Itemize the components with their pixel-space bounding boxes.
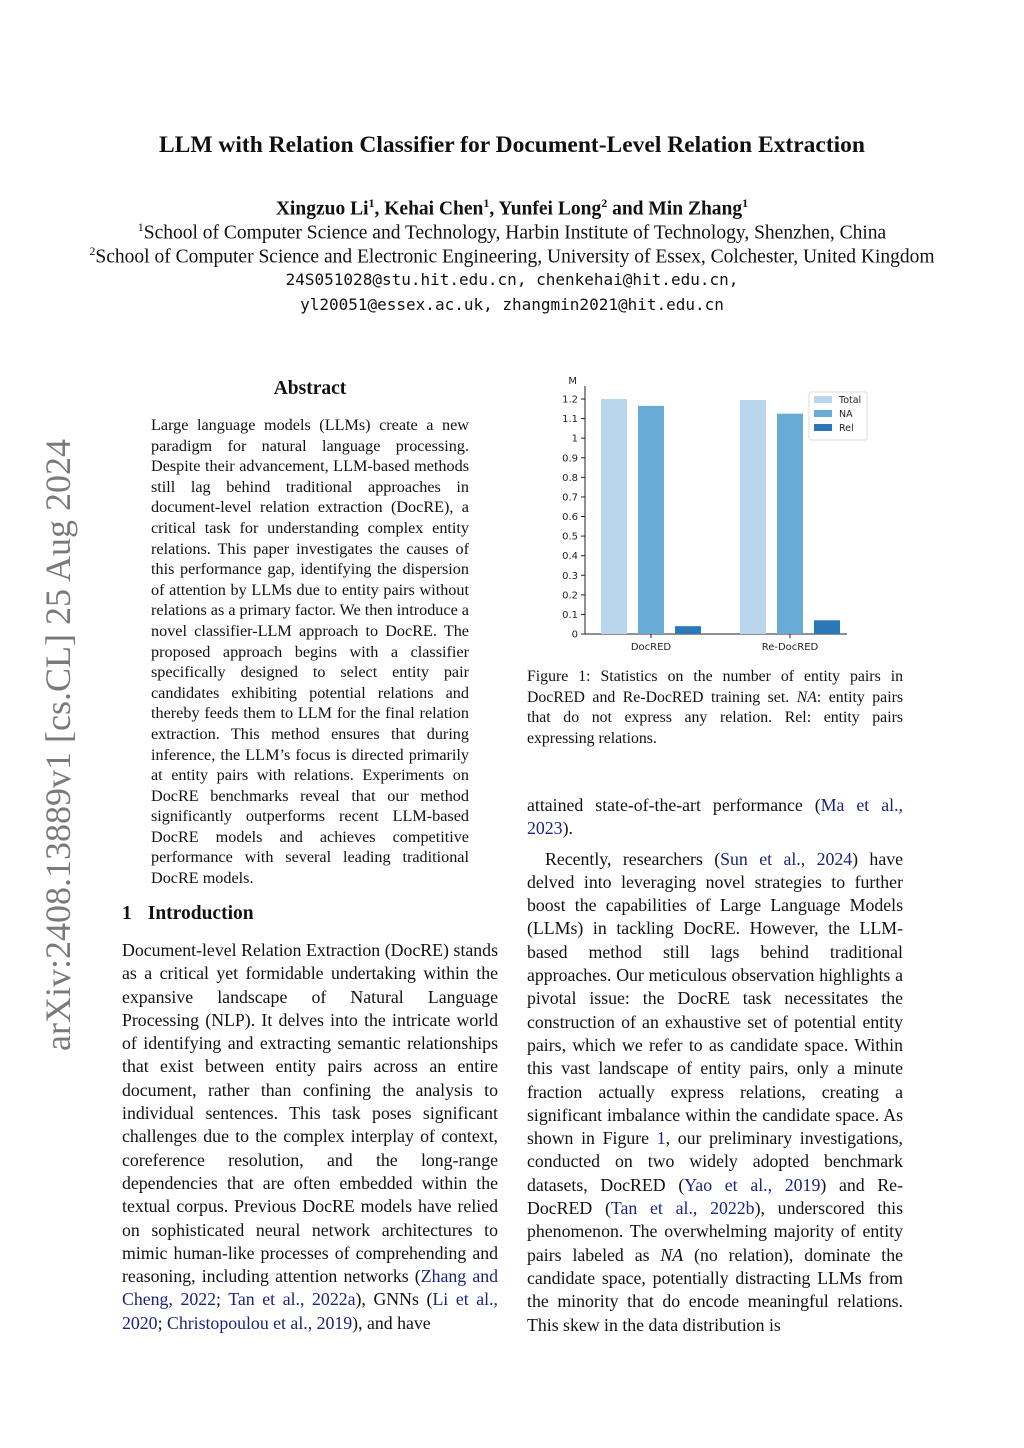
bar-total-re-docred	[740, 400, 766, 634]
y-tick-label: 1.2	[562, 394, 578, 406]
citation-link[interactable]: Tan et al., 2022a	[228, 1289, 356, 1310]
y-tick-label: 0	[571, 629, 578, 641]
author-name: Yunfei Long	[498, 198, 602, 220]
y-tick-label: 0.5	[562, 531, 578, 543]
x-tick-label: DocRED	[630, 642, 672, 653]
citation-link[interactable]: Zhang and Cheng, 2022	[122, 1266, 498, 1310]
x-tick-label: Re-DocRED	[761, 642, 819, 653]
legend-label: Rel	[839, 423, 854, 434]
citation-link[interactable]: Tan et al., 2022b	[610, 1198, 755, 1219]
legend-swatch	[814, 396, 832, 403]
section-number: 1	[122, 903, 132, 924]
section-heading	[122, 903, 254, 925]
author-affil-mark: 1	[742, 196, 749, 210]
author-emails-line-1[interactable]: 24S051028@stu.hit.edu.cn, chenkehai@hit.edu.cn,	[285, 270, 739, 289]
citation-link[interactable]: Li et al., 2020	[122, 1289, 498, 1333]
bar-na-docred	[638, 406, 664, 634]
legend-label: NA	[839, 409, 853, 420]
figure-label: Figure 1:	[527, 668, 591, 685]
y-tick-label: 1	[571, 433, 578, 445]
intro-left-column	[122, 939, 498, 1335]
legend-swatch	[814, 410, 832, 417]
affiliation-1: $^1$School of Computer Science and Technology, Harbin Institute of Technology, Shenzhen, China	[137, 220, 887, 244]
citation-link[interactable]: Yao et al., 2019	[684, 1174, 821, 1195]
intro-paragraph: Recently, researchers (Sun et al., 2024) have delved into leveraging novel strategies to further boost the capabilities of Large Language Models (LLMs) in tackling DocRE. However, the LLM-based method still lags behind traditional approaches. Our meticulous observation highlights a pivotal issue: the DocRE task necessitates the construction of an exhaustive set of potential entity pairs, which we refer to as candidate space. Within this vast landscape of entity pairs, only a minute fraction actually express relations, creating a significant imbalance within the candidate space. As shown in Figure 1, our preliminary investigations, conducted on two widely adopted benchmark datasets, DocRED (Yao et al., 2019) and Re-DocRED (Tan et al., 2022b), underscored this phenomenon. The overwhelming majority of entity pairs labeled as NA (no relation), dominate the candidate space, potentially distracting LLMs from the minority that do encode meaningful relations. This skew in the data distribution is	[527, 848, 904, 1335]
entity-pair-bar-chart	[545, 372, 875, 654]
affiliation-2: $^2$School of Computer Science and Electronic Engineering, University of Essex, Colchester, United Kingdom	[89, 244, 935, 268]
y-tick-label: 0.7	[562, 492, 578, 504]
author-affil-mark: 1	[368, 196, 375, 210]
intro-right-column	[527, 794, 903, 1337]
bar-rel-re-docred	[814, 620, 840, 634]
legend-swatch	[814, 424, 832, 431]
y-tick-label: 1.1	[562, 414, 578, 426]
bar-total-docred	[601, 399, 627, 634]
figure-ref-link[interactable]: 1	[656, 1128, 666, 1149]
intro-paragraph: Document-level Relation Extraction (DocRE) stands as a critical yet formidable undertaking within the expansive landscape of Natural Language Processing (NLP). It delves into the intricate world of identifying and extracting semantic relationships that exist between entity pairs across an entire document, rather than confining the analysis to individual sentences. This task poses significant challenges due to the complex interplay of context, coreference resolution, and the long-range dependencies that are often embedded within the textual corpus. Previous DocRE models have relied on sophisticated neural network architectures to mimic human-like processes of comprehending and reasoning, including attention networks (Zhang and Cheng, 2022; Tan et al., 2022a), GNNs (Li et al., 2020; Christopoulou et al., 2019), and have	[122, 940, 498, 1333]
citation-link[interactable]: Sun et al., 2024	[720, 848, 853, 869]
y-tick-label: 0.1	[562, 609, 578, 621]
y-unit-label: M	[568, 376, 577, 387]
author-affil-mark: 1	[483, 196, 490, 210]
paper-title: LLM with Relation Classifier for Document-Level Relation Extraction	[159, 132, 865, 158]
figure-caption: Figure 1: Statistics on the number of entity pairs in DocRED and Re-DocRED training set. NA: entity pairs that do not express any relation. Rel: entity pairs expressing relations.	[527, 668, 903, 747]
author-name: Xingzuo Li	[275, 198, 369, 220]
author-list: Xingzuo Li$^1$, Kehai Chen$^1$, Yunfei Long$^2$ and Min Zhang$^1$	[275, 196, 749, 220]
author-emails-line-2[interactable]: yl20051@essex.ac.uk, zhangmin2021@hit.edu.cn	[300, 295, 724, 314]
y-tick-label: 0.9	[562, 453, 578, 465]
intro-paragraph: attained state-of-the-art performance (Ma et al., 2023).	[527, 795, 903, 839]
citation-link[interactable]: Christopoulou et al., 2019	[166, 1312, 353, 1333]
bar-na-re-docred	[777, 414, 803, 634]
y-tick-label: 0.4	[562, 551, 578, 563]
bar-rel-docred	[675, 626, 701, 634]
legend-label: Total	[839, 395, 862, 406]
abstract-text: Large language models (LLMs) create a new paradigm for natural language processing. Despite their advancement, LLM-based methods still lag behind traditional approaches in document-level relation extraction (DocRE), a critical task for understanding complex entity relations. This paper investigates the causes of this performance gap, identifying the dispersion of attention by LLMs due to entity pairs without relations as a primary factor. We then introduce a novel classifier-LLM approach to DocRE. The proposed approach begins with a classifier specifically designed to select entity pair candidates exhibiting potential relations and thereby feeds them to LLM for the final relation extraction. This method ensures that during inference, the LLM’s focus is directed primarily at entity pairs with relations. Experiments on DocRE benchmarks reveal that our method significantly outperforms recent LLM-based DocRE models and achieves competitive performance with several leading traditional DocRE models.	[151, 416, 469, 888]
y-tick-label: 0.2	[562, 590, 578, 602]
y-tick-label: 0.8	[562, 472, 578, 484]
author-affil-mark: 2	[601, 196, 608, 210]
y-tick-label: 0.3	[562, 570, 578, 582]
author-name: Kehai Chen	[384, 198, 484, 220]
author-name: Min Zhang	[648, 198, 743, 220]
section-title: Introduction	[147, 903, 254, 924]
citation-link[interactable]: Ma et al., 2023	[527, 795, 903, 839]
y-tick-label: 0.6	[562, 512, 578, 523]
abstract-heading: Abstract	[273, 378, 347, 399]
arxiv-side-label: arXiv:2408.13889v1 [cs.CL] 25 Aug 2024	[38, 439, 78, 1051]
